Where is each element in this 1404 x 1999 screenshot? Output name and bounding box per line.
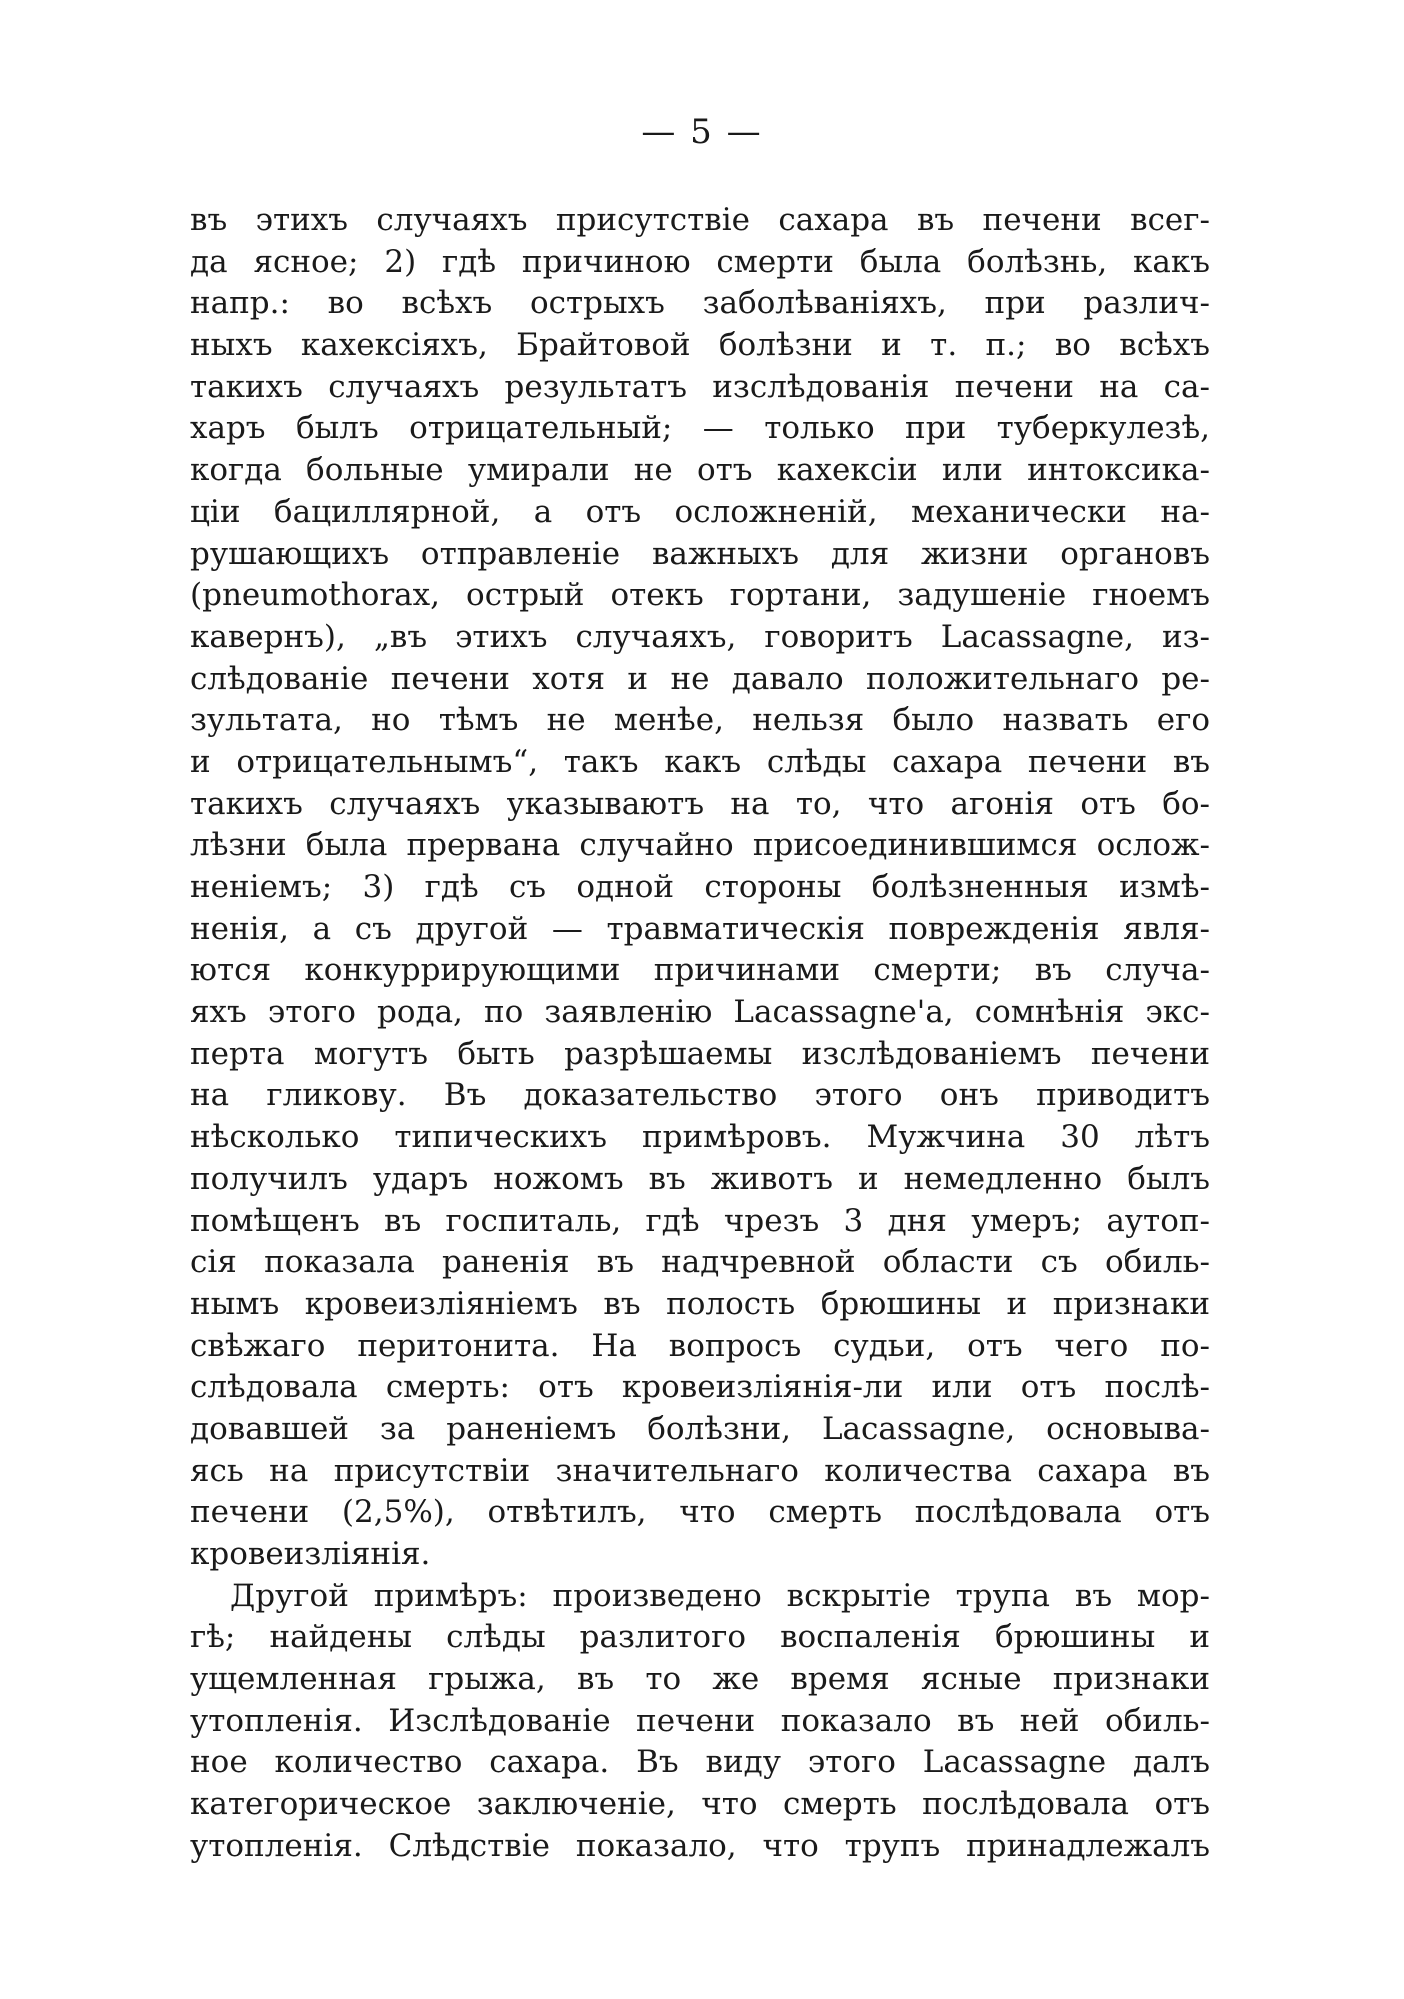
text-line: когда больные умирали не отъ кахексіи или интоксика- <box>190 452 1210 489</box>
text-line: такихъ случаяхъ результатъ изслѣдованія печени на са- <box>190 368 1210 405</box>
text-line: ціи бациллярной, а отъ осложненій, механически на- <box>190 493 1210 530</box>
paragraph-2 <box>190 1576 1210 1868</box>
text-line: слѣдованіе печени хотя и не давало положительнаго ре- <box>190 660 1210 697</box>
text-line: сія показала раненія въ надчревной области съ обиль- <box>190 1244 1210 1281</box>
text-line: въ этихъ случаяхъ присутствіе сахара въ печени всег- <box>190 202 1210 238</box>
page-number: — 5 — <box>641 112 763 152</box>
text-line: яхъ этого рода, по заявленію Lacassagne'а, сомнѣнія экс- <box>190 994 1210 1031</box>
text-line: гѣ; найдены слѣды разлитого воспаленія брюшины и <box>190 1619 1210 1656</box>
text-line: лѣзни была прервана случайно присоединившимся ослож- <box>190 827 1210 864</box>
text-line: утопленія. Изслѣдованіе печени показало въ ней обиль- <box>190 1702 1210 1739</box>
text-line: кавернъ), „въ этихъ случаяхъ, говоритъ Lacassagne, из- <box>190 618 1210 655</box>
text-line: утопленія. Слѣдствіе показало, что трупъ принадлежалъ <box>190 1827 1210 1864</box>
text-line: довавшей за раненіемъ болѣзни, Lacassagne, основыва- <box>190 1410 1210 1447</box>
text-line: свѣжаго перитонита. На вопросъ судьи, отъ чего по- <box>190 1327 1210 1364</box>
text-line: такихъ случаяхъ указываютъ на то, что агонія отъ бо- <box>190 785 1210 822</box>
text-line: помѣщенъ въ госпиталь, гдѣ чрезъ 3 дня умеръ; аутоп- <box>190 1202 1210 1239</box>
text-line: получилъ ударъ ножомъ въ животъ и немедленно былъ <box>190 1160 1210 1197</box>
text-line: рушающихъ отправленіе важныхъ для жизни органовъ <box>190 535 1210 572</box>
text-line: ются конкуррирующими причинами смерти; въ случа- <box>190 952 1210 989</box>
text-line: печени (2,5%), отвѣтилъ, что смерть послѣдовала отъ <box>190 1494 1210 1531</box>
text-line: категорическое заключеніе, что смерть послѣдовала отъ <box>190 1786 1210 1823</box>
text-line: и отрицательнымъ“, такъ какъ слѣды сахара печени въ <box>190 743 1210 780</box>
text-line: (pneumothorax, острый отекъ гортани, задушеніе гноемъ <box>190 577 1210 614</box>
paragraph-1 <box>190 200 1210 1576</box>
text-line: ненія, а съ другой — травматическія поврежденія явля- <box>190 910 1210 947</box>
text-line: ное количество сахара. Въ виду этого Lacassagne далъ <box>190 1744 1210 1781</box>
text-line: ясь на присутствіи значительнаго количества сахара въ <box>190 1452 1210 1489</box>
text-line: напр.: во всѣхъ острыхъ заболѣваніяхъ, при различ- <box>190 285 1210 322</box>
text-line: перта могутъ быть разрѣшаемы изслѣдованіемъ печени <box>190 1035 1210 1072</box>
text-line: нѣсколько типическихъ примѣровъ. Мужчина 30 лѣтъ <box>190 1119 1210 1156</box>
text-line: зультата, но тѣмъ не менѣе, нельзя было назвать его <box>190 702 1210 739</box>
text-line: да ясное; 2) гдѣ причиною смерти была болѣзнь, какъ <box>190 243 1210 280</box>
text-line: ущемленная грыжа, въ то же время ясные признаки <box>190 1661 1210 1698</box>
text-line: кровеизліянія. <box>190 1536 431 1572</box>
text-line: ныхъ кахексіяхъ, Брайтовой болѣзни и т. п.; во всѣхъ <box>190 327 1210 364</box>
text-line: нымъ кровеизліяніемъ въ полость брюшины и признаки <box>190 1285 1210 1322</box>
text-line: слѣдовала смерть: отъ кровеизліянія-ли или отъ послѣ- <box>190 1369 1210 1406</box>
body-text <box>190 200 1210 1868</box>
text-line: неніемъ; 3) гдѣ съ одной стороны болѣзненныя измѣ- <box>190 869 1210 905</box>
text-line: на гликову. Въ доказательство этого онъ приводитъ <box>190 1077 1210 1114</box>
text-line: харъ былъ отрицательный; — только при туберкулезѣ, <box>190 410 1210 447</box>
text-line: Другой примѣръ: произведено вскрытіе трупа въ мор- <box>230 1577 1210 1614</box>
